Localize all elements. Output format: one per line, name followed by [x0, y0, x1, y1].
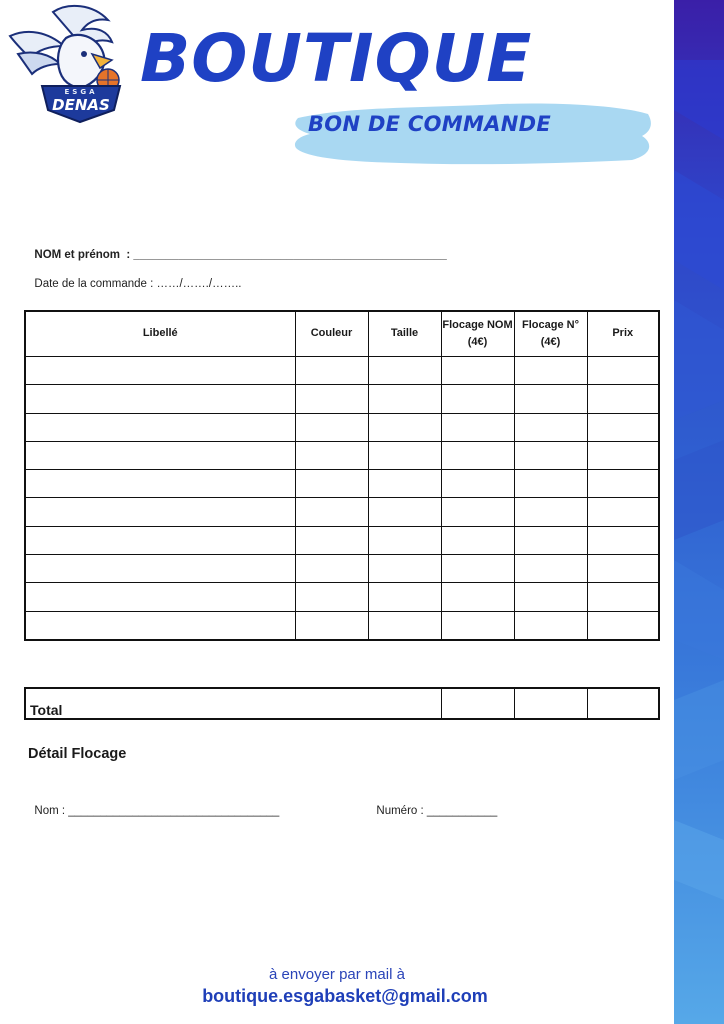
- table-cell[interactable]: [514, 441, 587, 469]
- header-taille: Taille: [368, 311, 441, 357]
- table-cell[interactable]: [368, 357, 441, 385]
- table-row: [25, 583, 659, 611]
- date-label: Date de la commande :: [34, 278, 157, 290]
- table-row: [25, 357, 659, 385]
- table-cell[interactable]: [587, 611, 659, 640]
- table-cell[interactable]: [368, 413, 441, 441]
- table-cell[interactable]: [295, 526, 368, 554]
- nom-blank[interactable]: _________________________________: [68, 805, 280, 817]
- table-cell[interactable]: [514, 498, 587, 526]
- table-cell[interactable]: [514, 357, 587, 385]
- table-cell[interactable]: [587, 413, 659, 441]
- table-row: [25, 498, 659, 526]
- table-cell[interactable]: [25, 555, 295, 583]
- header-flocage-numero: Flocage N° (4€): [514, 311, 587, 357]
- esga-denas-eagle-logo: [8, 2, 138, 124]
- logo-denas-text: DENAS: [52, 96, 110, 114]
- table-cell[interactable]: [25, 357, 295, 385]
- table-cell[interactable]: [587, 555, 659, 583]
- table-cell[interactable]: [587, 441, 659, 469]
- table-cell[interactable]: [441, 441, 514, 469]
- table-cell[interactable]: [368, 385, 441, 413]
- numero-field-row[interactable]: [370, 793, 497, 817]
- table-cell[interactable]: [514, 583, 587, 611]
- table-cell[interactable]: [295, 385, 368, 413]
- table-cell[interactable]: [441, 470, 514, 498]
- band-facets: [674, 0, 724, 1024]
- table-cell[interactable]: [441, 526, 514, 554]
- table-row: [25, 470, 659, 498]
- table-cell[interactable]: [368, 611, 441, 640]
- table-cell[interactable]: [25, 413, 295, 441]
- table-cell[interactable]: [587, 357, 659, 385]
- table-cell[interactable]: [441, 555, 514, 583]
- table-cell[interactable]: [368, 526, 441, 554]
- detail-flocage-title: Détail Flocage: [28, 746, 127, 762]
- table-row: [25, 526, 659, 554]
- table-cell[interactable]: [587, 583, 659, 611]
- header-libelle: Libellé: [25, 311, 295, 357]
- table-row: [25, 385, 659, 413]
- total-cell-flocage-nom[interactable]: [441, 688, 514, 719]
- total-label: Total: [25, 688, 441, 719]
- side-decorative-band: [674, 0, 724, 1024]
- nom-label: Nom :: [34, 805, 69, 817]
- header-couleur: Couleur: [295, 311, 368, 357]
- table-cell[interactable]: [295, 555, 368, 583]
- table-cell[interactable]: [25, 611, 295, 640]
- total-table: [24, 687, 660, 720]
- table-cell[interactable]: [587, 470, 659, 498]
- table-cell[interactable]: [514, 611, 587, 640]
- table-row: [25, 413, 659, 441]
- numero-blank[interactable]: ___________: [426, 805, 498, 817]
- table-cell[interactable]: [368, 470, 441, 498]
- table-cell[interactable]: [441, 611, 514, 640]
- table-cell[interactable]: [514, 526, 587, 554]
- name-blank[interactable]: _________________________________________________: [133, 249, 447, 261]
- date-blank[interactable]: ……/……./……..: [156, 278, 242, 290]
- table-cell[interactable]: [295, 441, 368, 469]
- table-cell[interactable]: [514, 555, 587, 583]
- table-cell[interactable]: [368, 555, 441, 583]
- table-header-row: [25, 311, 659, 357]
- table-cell[interactable]: [25, 498, 295, 526]
- table-cell[interactable]: [368, 441, 441, 469]
- header-prix: Prix: [587, 311, 659, 357]
- table-cell[interactable]: [587, 385, 659, 413]
- date-field-row[interactable]: [28, 266, 241, 290]
- header-flocage-nom: Flocage NOM (4€): [441, 311, 514, 357]
- numero-label: Numéro :: [376, 805, 427, 817]
- table-cell[interactable]: [25, 385, 295, 413]
- nom-field-row[interactable]: [28, 793, 279, 817]
- table-cell[interactable]: [295, 357, 368, 385]
- table-cell[interactable]: [514, 413, 587, 441]
- table-cell[interactable]: [441, 413, 514, 441]
- table-cell[interactable]: [368, 583, 441, 611]
- table-cell[interactable]: [368, 498, 441, 526]
- table-cell[interactable]: [25, 526, 295, 554]
- total-row: [25, 688, 659, 719]
- table-cell[interactable]: [514, 470, 587, 498]
- table-cell[interactable]: [295, 611, 368, 640]
- table-cell[interactable]: [441, 385, 514, 413]
- table-row: [25, 611, 659, 640]
- table-cell[interactable]: [295, 583, 368, 611]
- page-title: BOUTIQUE: [140, 20, 533, 97]
- table-cell[interactable]: [441, 498, 514, 526]
- table-cell[interactable]: [25, 441, 295, 469]
- table-cell[interactable]: [295, 413, 368, 441]
- table-cell[interactable]: [514, 385, 587, 413]
- table-row: [25, 441, 659, 469]
- name-label: NOM et prénom :: [34, 249, 134, 261]
- name-field-row[interactable]: [28, 237, 447, 261]
- table-cell[interactable]: [441, 583, 514, 611]
- table-cell[interactable]: [25, 583, 295, 611]
- footer-send-instruction: à envoyer par mail à: [269, 966, 405, 983]
- page-subtitle: BON DE COMMANDE: [308, 112, 551, 136]
- table-cell[interactable]: [295, 470, 368, 498]
- order-table-body: [25, 357, 659, 640]
- table-cell[interactable]: [441, 357, 514, 385]
- total-cell-prix[interactable]: [587, 688, 659, 719]
- footer-email-link[interactable]: boutique.esgabasket@gmail.com: [202, 986, 488, 1006]
- table-cell[interactable]: [587, 498, 659, 526]
- order-table: [24, 310, 660, 641]
- total-cell-flocage-numero[interactable]: [514, 688, 587, 719]
- table-cell[interactable]: [25, 470, 295, 498]
- table-cell[interactable]: [295, 498, 368, 526]
- table-row: [25, 555, 659, 583]
- logo-esga-text: ESGA: [64, 88, 98, 96]
- table-cell[interactable]: [587, 526, 659, 554]
